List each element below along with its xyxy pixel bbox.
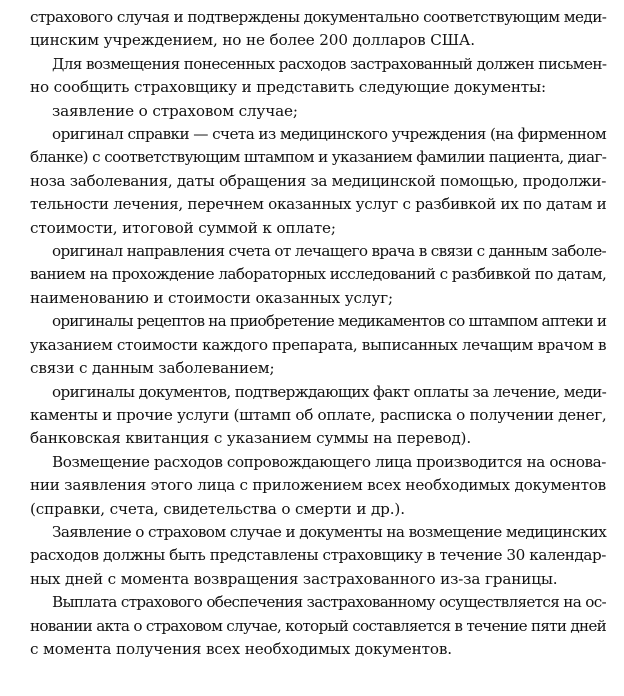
text-line: Для возмещения понесенных расходов застрахованный должен письмен- (52, 54, 607, 73)
text-line: оригиналы рецептов на приобретение медикаментов со штампом аптеки и (52, 312, 607, 331)
paragraph (30, 521, 606, 591)
paragraph (30, 381, 606, 451)
text-line: новании акта о страховом случае, который составляется в течение пяти дней (30, 616, 606, 635)
paragraph (30, 53, 606, 100)
text-line: заявление о страховом случае; (52, 101, 298, 120)
text-line: расходов должны быть представлены страховщику в течение 30 календар- (30, 546, 606, 565)
text-line: ванием на прохождение лабораторных исследований с разбивкой по датам, (30, 265, 607, 284)
text-line: оригиналы документов, подтверждающих факт оплаты за лечение, меди- (52, 382, 607, 401)
text-line: оригинал направления счета от лечащего врача в связи с данным заболе- (52, 242, 606, 261)
text-line: указанием стоимости каждого препарата, выписанных лечащим врачом в (30, 335, 607, 354)
paragraph (30, 310, 606, 380)
text-line: связи с данным заболеванием; (30, 359, 275, 378)
text-line: наименованию и стоимости оказанных услуг; (30, 288, 393, 307)
text-line: оригинал справки — счета из медицинского учреждения (на фирменном (52, 125, 607, 144)
text-line: Выплата страхового обеспечения застрахованному осуществляется на ос- (52, 593, 606, 612)
text-line: но сообщить страховщику и представить следующие документы: (30, 78, 546, 97)
text-line: (справки, счета, свидетельства о смерти и др.). (30, 499, 405, 518)
paragraph (30, 6, 606, 53)
text-line: стоимости, итоговой суммой к оплате; (30, 218, 336, 237)
paragraph (30, 240, 606, 310)
text-line: банковская квитанция с указанием суммы на перевод). (30, 429, 471, 448)
paragraph (30, 100, 606, 123)
text-line: цинским учреждением, но не более 200 долларов США. (30, 31, 475, 50)
text-line: бланке) с соответствующим штампом и указанием фамилии пациента, диаг- (30, 148, 607, 167)
text-line: ноза заболевания, даты обращения за медицинской помощью, продолжи- (30, 171, 606, 190)
text-line: Заявление о страховом случае и документы на возмещение медицинских (52, 522, 607, 541)
text-line: нии заявления этого лица с приложением всех необходимых документов (30, 476, 606, 495)
text-line: страхового случая и подтверждены документально соответствующим меди- (30, 8, 607, 26)
paragraph (30, 451, 606, 521)
paragraph (30, 123, 606, 240)
text-line: каменты и прочие услуги (штамп об оплате, расписка о получении денег, (30, 405, 607, 424)
text-line: Возмещение расходов сопровождающего лица производится на основа- (52, 452, 606, 471)
text-line: ных дней с момента возвращения застрахованного из-за границы. (30, 569, 558, 588)
document-body (30, 6, 606, 661)
paragraph (30, 591, 606, 661)
text-line: с момента получения всех необходимых документов. (30, 639, 452, 658)
text-line: тельности лечения, перечнем оказанных услуг с разбивкой их по датам и (30, 195, 607, 214)
